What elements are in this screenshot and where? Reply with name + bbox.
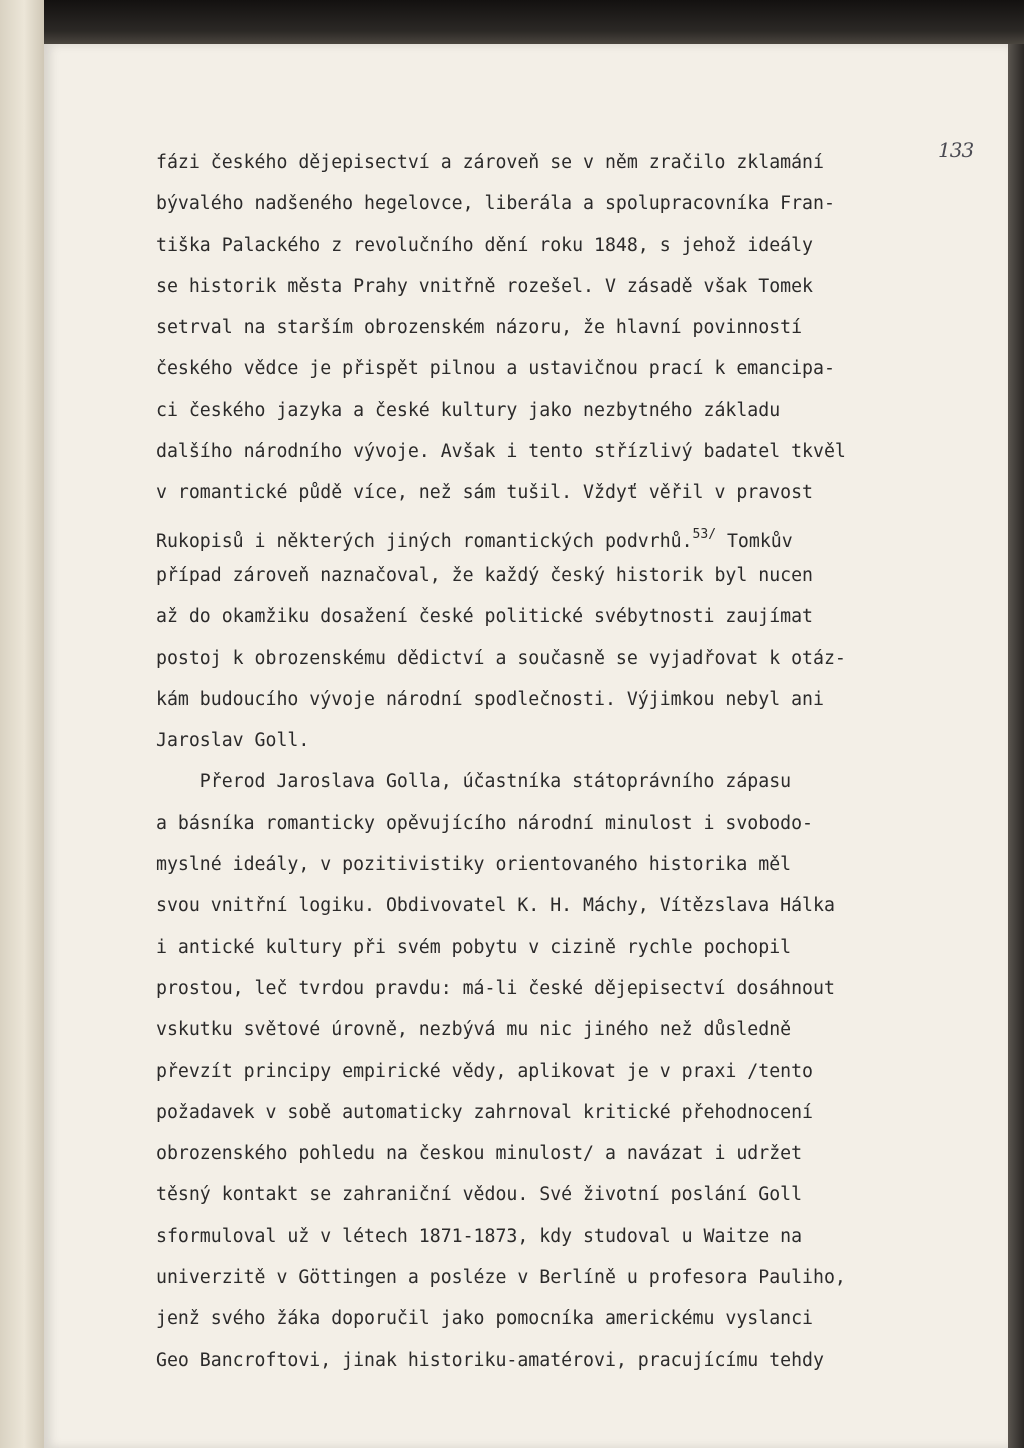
line-text: obrozenského pohledu na českou minulost/ a navázat i udržet — [156, 1143, 803, 1165]
line-text: vskutku světové úrovně, nezbývá mu nic jiného než důsledně — [156, 1019, 792, 1041]
line-text: požadavek v sobě automaticky zahrnoval kritické přehodnocení — [156, 1101, 813, 1123]
text-line — [156, 937, 964, 978]
text-line — [156, 358, 964, 399]
line-text: převzít principy empirické vědy, aplikovat je v praxi /tento — [156, 1060, 813, 1082]
text-line — [156, 193, 964, 234]
text-line — [156, 441, 964, 482]
text-line — [156, 895, 964, 936]
line-text: Jaroslav Goll. — [156, 730, 310, 752]
text-line — [156, 482, 964, 523]
line-text: i antické kultury při svém pobytu v cizině rychle pochopil — [156, 936, 792, 958]
text-line — [156, 730, 964, 771]
line-text: bývalého nadšeného hegelovce, liberála a spolupracovníka Fran- — [156, 193, 835, 215]
line-text: sformuloval už v létech 1871-1873, kdy studoval u Waitze na — [156, 1225, 803, 1247]
text-line — [156, 978, 964, 1019]
line-text: Přerod Jaroslava Golla, účastníka státoprávního zápasu — [156, 771, 792, 793]
text-line — [156, 1102, 964, 1143]
text-line — [156, 524, 964, 565]
text-line — [156, 854, 964, 895]
line-text: v romantické půdě více, než sám tušil. Vždyť věřil v pravost — [156, 482, 813, 504]
text-line — [156, 771, 964, 812]
line-text: svou vnitřní logiku. Obdivovatel K. H. Máchy, Vítězslava Hálka — [156, 895, 835, 917]
text-line — [156, 1019, 964, 1060]
line-text: Rukopisů i některých jiných romantických podvrhů. — [156, 530, 693, 552]
line-text: prostou, leč tvrdou pravdu: má-li české dějepisectví dosáhnout — [156, 977, 835, 999]
line-text: se historik města Prahy vnitřně rozešel. V zásadě však Tomek — [156, 275, 813, 297]
scan-right-edge — [1008, 44, 1024, 1448]
line-text: postoj k obrozenskému dědictví a současně se vyjadřovat k otáz- — [156, 647, 846, 669]
line-text: tiška Palackého z revolučního dění roku 1848, s jehož ideály — [156, 234, 813, 256]
line-text: jenž svého žáka doporučil jako pomocníka americkému vyslanci — [156, 1308, 813, 1330]
text-line — [156, 400, 964, 441]
text-line — [156, 1226, 964, 1267]
line-text: kám budoucího vývoje národní spodlečnosti. Výjimkou nebyl ani — [156, 688, 824, 710]
text-line — [156, 648, 964, 689]
line-text: českého vědce je přispět pilnou a ustavičnou prací k emancipa- — [156, 358, 835, 380]
text-line — [156, 1350, 964, 1391]
text-line — [156, 1061, 964, 1102]
text-line — [156, 317, 964, 358]
line-text: až do okamžiku dosažení české politické svébytnosti zaujímat — [156, 606, 813, 628]
text-line — [156, 1143, 964, 1184]
text-line — [156, 689, 964, 730]
text-line — [156, 606, 964, 647]
scan-top-edge — [0, 0, 1024, 44]
line-text: případ zároveň naznačoval, že každý český historik byl nucen — [156, 564, 813, 586]
line-text: setrval na starším obrozenském názoru, že hlavní povinností — [156, 317, 803, 339]
text-line — [156, 1267, 964, 1308]
typewritten-text — [156, 152, 964, 1391]
line-text: univerzitě v Göttingen a posléze v Berlíně u profesora Pauliho, — [156, 1267, 846, 1289]
line-text: Geo Bancroftovi, jinak historiku-amatérovi, pracujícímu tehdy — [156, 1349, 824, 1371]
text-line — [156, 152, 964, 193]
page-number: 133 — [938, 138, 974, 162]
footnote-marker: 53/ — [692, 526, 717, 542]
line-text: ci českého jazyka a české kultury jako nezbytného základu — [156, 399, 781, 421]
line-text: a básníka romanticky opěvujícího národní minulost i svobodo- — [156, 812, 813, 834]
facing-page-edge — [0, 0, 44, 1448]
text-line — [156, 813, 964, 854]
line-text-continued: Tomkův — [716, 530, 793, 552]
line-text: dalšího národního vývoje. Avšak i tento střízlivý badatel tkvěl — [156, 441, 846, 463]
text-line — [156, 235, 964, 276]
text-line — [156, 1308, 964, 1349]
text-line — [156, 565, 964, 606]
line-text: fázi českého dějepisectví a zároveň se v něm zračilo zklamání — [156, 152, 824, 173]
line-text: těsný kontakt se zahraniční vědou. Své životní poslání Goll — [156, 1184, 803, 1206]
text-line — [156, 1184, 964, 1225]
text-line — [156, 276, 964, 317]
line-text: myslné ideály, v pozitivistiky orientovaného historika měl — [156, 854, 792, 876]
